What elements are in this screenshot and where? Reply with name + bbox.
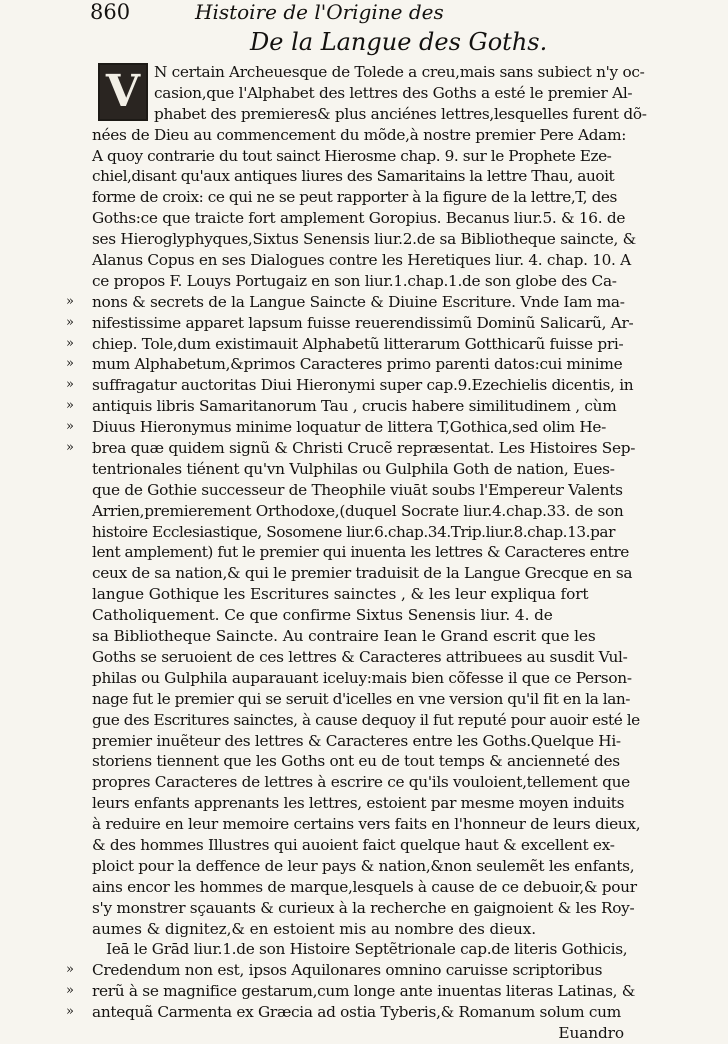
text-line: antiquis libris Samaritanorum Tau , crucis habere similitudinem , cùm [92,397,617,416]
text-line: sa Bibliotheque Saincte. Au contraire Iean le Grand escrit que les [92,627,596,646]
quoted-line [66,292,625,313]
text-line: lent amplement) fut le premier qui inuenta les lettres & Caracteres entre [92,543,629,562]
text-line: aumes & dignitez,& en estoient mis au nombre des dieux. [92,919,537,938]
text-line: nage fut le premier qui se seruit d'icelles en vne version qu'il fit en la lan- [92,689,631,708]
page-header [90,2,570,30]
quoted-line [66,1002,624,1023]
quote-marker: » [66,356,74,372]
text-line: suffragatur auctoritas Diui Hieronymi super cap.9.Ezechielis dicentis, in [92,376,634,395]
text-line: ce propos F. Louys Portugaiz en son liur.1.chap.1.de son globe des Ca- [92,271,617,290]
text-line: langue Gothique les Escritures sainctes , & les leur expliqua fort [92,585,589,604]
quoted-line [66,438,636,459]
quote-marker: » [66,983,74,999]
text-line: ses Hieroglyphyques,Sixtus Senensis liur.2.de sa Bibliotheque saincte, & [92,230,636,249]
text-line: Diuus Hieronymus minime loquatur de littera T,Gothica,sed olim He- [92,418,607,437]
quoted-line [66,960,624,981]
text-line: gue des Escritures sainctes, à cause dequoy il fut reputé pour auoir esté le [92,710,640,729]
text-line: mum Alphabetum,&primos Caracteres primo parenti datos:cui minime [92,355,623,374]
text-line: à reduire en leur memoire certains vers faits en l'honneur de leurs dieux, [92,815,641,834]
quote-marker: » [66,1004,74,1020]
text-line: brea quæ quidem signũ & Christi Crucẽ repræsentat. Les Histoires Sep- [92,439,636,458]
text-line: rerũ à se magnifice gestarum,cum longe ante inuentas literas Latinas, & [92,982,636,1001]
text-line: nons & secrets de la Langue Saincte & Diuine Escriture. Vnde Iam ma- [92,292,625,311]
quote-marker: » [66,377,74,393]
text-line: premier inuẽteur des lettres & Caracteres entre les Goths.Quelque Hi- [92,731,621,750]
quoted-line [66,313,634,334]
text-line: antequã Carmenta ex Græcia ad ostia Tyberis,& Romanum solum cum [92,1003,621,1022]
text-line: Alanus Copus en ses Dialogues contre les Heretiques liur. 4. chap. 10. A [92,251,631,270]
text-line: forme de croix: ce qui ne se peut rapporter à la figure de la lettre,T, des [92,188,617,207]
text-line: ains encor les hommes de marque,lesquels à cause de ce debuoir,& pour [92,877,637,896]
text-line: & des hommes Illustres qui auoient faict quelque haut & excellent ex- [92,835,615,854]
text-line: storiens tiennent que les Goths ont eu de tout temps & ancienneté des [92,752,620,771]
text-line: chiel,disant qu'aux antiques liures des Samaritains la lettre Thau, auoit [92,167,615,186]
quoted-line [66,375,634,396]
drop-cap-letter: V [105,66,141,117]
quote-marker: » [66,398,74,414]
text-line: Arrien,premierement Orthodoxe,(duquel Socrate liur.4.chap.33. de son [92,501,624,520]
text-line: Credendum non est, ipsos Aquilonares omnino caruisse scriptoribus [92,961,603,980]
text-line: que de Gothie successeur de Theophile viuāt soubs l'Empereur Valents [92,480,623,499]
running-title: Histoire de l'Origine des [195,0,444,24]
section-title: De la Langue des Goths. [250,28,548,56]
body-text [66,62,647,1044]
text-line: Goths:ce que traicte fort amplement Goropius. Becanus liur.5. & 16. de [92,209,626,228]
catchword: Euandro [558,1023,624,1042]
text-line: nifestissime apparet lapsum fuisse reuerendissimũ Dominũ Salicarũ, Ar- [92,313,634,332]
quoted-line [66,396,624,417]
text-line: Catholiquement. Ce que confirme Sixtus Senensis liur. 4. de [92,606,553,625]
text-line: N certain Archeuesque de Tolede a creu,mais sans subiect n'y oc- [154,63,645,81]
text-line: philas ou Gulphila auparauant iceluy:mais bien cõfesse il que ce Person- [92,668,632,687]
text-line: propres Caracteres de lettres à escrire ce qu'ils vouloient,tellement que [92,773,630,792]
text-line: Ieā le Grād liur.1.de son Histoire Septẽtrionale cap.de literis Gothicis, [106,940,628,959]
text-line: ceux de sa nation,& qui le premier traduisit de la Langue Grecque en sa [92,564,633,583]
text-line: nées de Dieu au commencement du mõde,à nostre premier Pere Adam: [92,125,627,144]
text-line: phabet des premieres& plus anciénes lettres,lesquelles furent dõ- [154,104,647,123]
quoted-line [66,981,636,1002]
quote-marker: » [66,293,74,309]
quote-marker: » [66,314,74,330]
page-number: 860 [90,0,131,24]
quoted-line [66,354,624,375]
quoted-line [66,334,624,355]
quote-marker: » [66,962,74,978]
text-line: Goths se seruoient de ces lettres & Caracteres attribuees au susdit Vul- [92,647,628,666]
text-line: ploict pour la deffence de leur pays & nation,&non seulemẽt les enfants, [92,856,635,875]
quote-marker: » [66,419,74,435]
text-line: tentrionales tiénent qu'vn Vulphilas ou Gulphila Goth de nation, Eues- [92,459,615,478]
quote-marker: » [66,440,74,456]
text-line: histoire Ecclesiastique, Sosomene liur.6.chap.34.Trip.liur.8.chap.13.par [92,522,615,541]
text-line: leurs enfants apprenants les lettres, estoient par mesme moyen induits [92,794,625,813]
text-line: casion,que l'Alphabet des lettres des Goths a esté le premier Al- [154,83,633,102]
quoted-line [66,417,624,438]
quote-marker: » [66,335,74,351]
text-line: A quoy contrarie du tout sainct Hierosme chap. 9. sur le Prophete Eze- [92,146,612,165]
text-line: s'y monstrer sçauants & curieux à la recherche en gaignoient & les Roy- [92,898,635,917]
text-line: chiep. Tole,dum existimauit Alphabetũ litterarum Gotthicarũ fuisse pri- [92,334,624,353]
